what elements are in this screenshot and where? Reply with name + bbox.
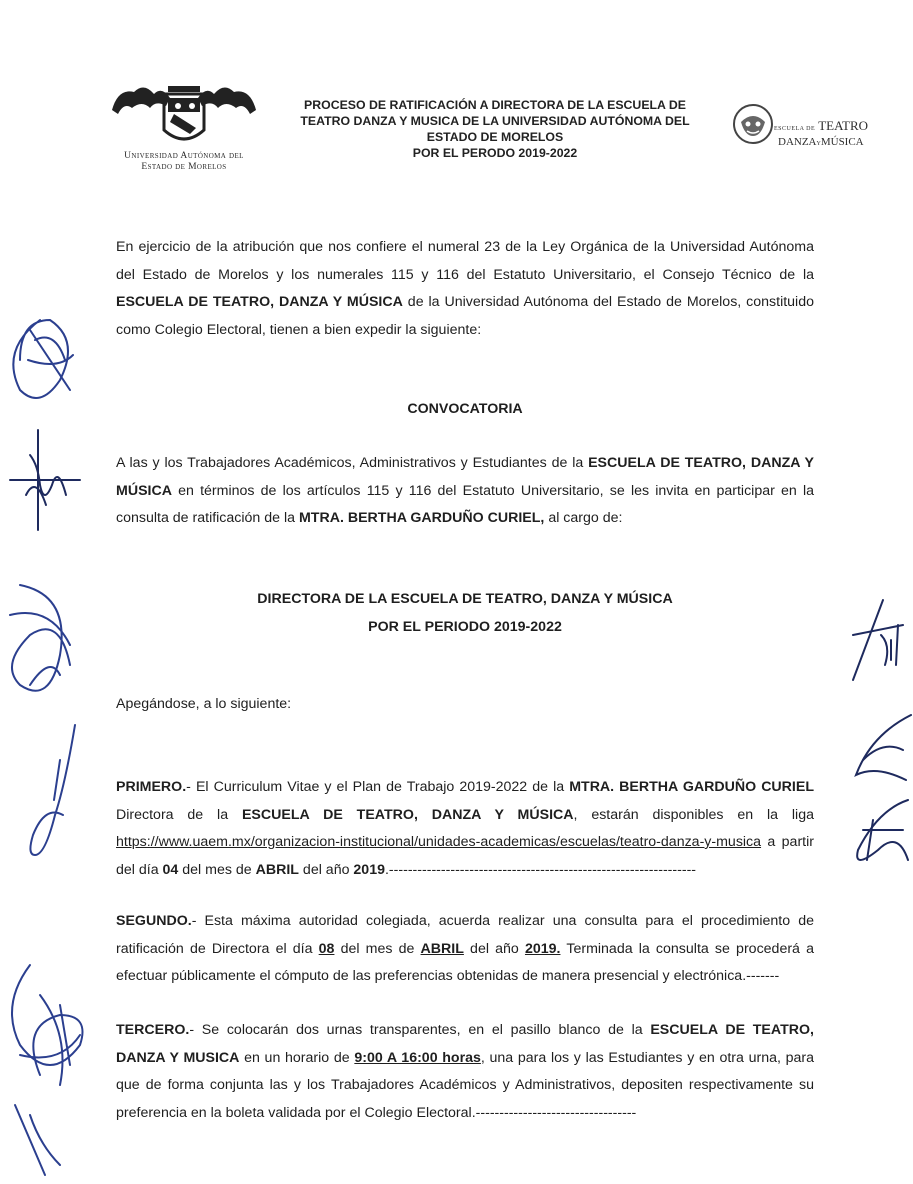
segundo-paragraph (116, 908, 814, 991)
primero-candidate-name: MTRA. BERTHA GARDUÑO CURIEL (569, 779, 814, 795)
signature-right-1 (843, 595, 913, 685)
university-name-line1: Universidad Autónoma del (124, 151, 244, 161)
intro-paragraph (116, 234, 814, 344)
segundo-year: 2019. (524, 940, 561, 957)
school-masks-logo (731, 102, 775, 146)
tercero-school-name: ESCUELA DE TEATRO, DANZA Y MUSICA (116, 1022, 814, 1066)
primero-day: 04 (162, 861, 179, 878)
tercero-text-3: , una para los y las Estudiantes y en otra urna, para que de forma conjunta las y los Trabajadores Académicos y Administrativos, depositen respectivamente su preferencia en la boleta validada por el Colegio Electoral.---------------------------------- (116, 1049, 814, 1121)
school-logo-small-text: ESCUELA DE (774, 126, 816, 132)
primero-school-name: ESCUELA DE TEATRO, DANZA Y MÚSICA (241, 806, 574, 823)
segundo-text-1: - Esta máxima autoridad colegiada, acuerda realizar una consulta para el procedimiento de ratificación de Directora el día (116, 913, 814, 957)
segundo-text-4: Terminada la consulta se procederá a efectuar públicamente el cómputo de las preferencias obtenidas de manera presencial y electrónica.------- (116, 940, 814, 984)
convocatoria-heading: CONVOCATORIA (407, 401, 523, 417)
tercero-label: TERCERO. (116, 1022, 190, 1038)
tercero-text-2: en un horario de (239, 1049, 355, 1066)
primero-year: 2019 (353, 861, 385, 878)
segundo-text-2: del mes de (334, 940, 421, 957)
signature-right-2 (843, 710, 913, 800)
school-logo-text (774, 119, 884, 150)
intro-text-2: de la Universidad Autónoma del Estado de Morelos, constituido como Colegio Electoral, tienen a bien expedir la siguiente: (116, 294, 814, 338)
primero-text-6: del año (298, 861, 354, 878)
primero-text-7: .----------------------------------------------------------------- (384, 861, 697, 878)
position-title (116, 585, 814, 641)
primero-text-1: - El Curriculum Vitae y el Plan de Trabajo 2019-2022 de la (186, 779, 570, 795)
signature-left-1 (0, 300, 100, 420)
primero-month: ABRIL (255, 861, 299, 878)
university-name (100, 151, 268, 173)
header-title-line4: POR EL PERODO 2019-2022 (412, 146, 578, 160)
position-title-line2: POR EL PERIODO 2019-2022 (368, 619, 562, 635)
school-logo-teatro: TEATRO (818, 118, 869, 133)
tercero-text-1: - Se colocarán dos urnas transparentes, en el pasillo blanco de la (189, 1022, 651, 1038)
university-name-line2: Estado de Morelos (141, 162, 227, 172)
segundo-text-3: del año (463, 940, 525, 957)
primero-text-3: , estarán disponibles en la liga (573, 806, 814, 823)
signature-left-5 (0, 955, 110, 1184)
signature-left-2 (0, 425, 90, 535)
invite-school-name: ESCUELA DE TEATRO, DANZA Y MÚSICA (116, 455, 815, 499)
intro-school-name: ESCUELA DE TEATRO, DANZA Y MÚSICA (116, 294, 403, 310)
position-title-line1: DIRECTORA DE LA ESCUELA DE TEATRO, DANZA Y MÚSICA (257, 591, 673, 607)
primero-text-2: Directora de la (116, 806, 242, 823)
curriculum-link[interactable]: https://www.uaem.mx/organizacion-institucional/unidades-academicas/escuelas/teatro-danza-y-musica (116, 834, 762, 850)
segundo-month: ABRIL (420, 940, 464, 957)
header-title (272, 97, 718, 161)
invitation-paragraph (116, 450, 814, 533)
primero-paragraph (116, 774, 814, 884)
header-title-line1: PROCESO DE RATIFICACIÓN A DIRECTORA DE LA ESCUELA DE (304, 98, 686, 112)
signature-right-3 (843, 790, 913, 880)
primero-text-4: a partir del día (116, 834, 814, 878)
uaem-coat-of-arms-logo (108, 80, 260, 150)
primero-text-5: del mes de (178, 861, 256, 878)
intro-text-1: En ejercicio de la atribución que nos confiere el numeral 23 de la Ley Orgánica de la Universidad Autónoma del Estado de Morelos y los numerales 115 y 116 del Estatuto Universitario, el Consejo Técnico de la (116, 239, 814, 283)
school-logo-y: Y (816, 141, 821, 147)
segundo-label: SEGUNDO. (116, 913, 192, 929)
invite-text-1: A las y los Trabajadores Académicos, Administrativos y Estudiantes de la (116, 455, 589, 471)
school-logo-musica: MÚSICA (820, 136, 864, 148)
apegandose-line: Apegándose, a lo siguiente: (116, 696, 292, 712)
header-title-line3: ESTADO DE MORELOS (426, 130, 564, 144)
header-title-line2: TEATRO DANZA Y MUSICA DE LA UNIVERSIDAD AUTÓNOMA DEL (300, 114, 690, 128)
school-logo-danza: DANZA (778, 136, 817, 148)
invite-text-3: al cargo de: (544, 510, 623, 526)
segundo-day: 08 (318, 940, 335, 957)
signature-left-4 (20, 720, 90, 880)
invite-text-2: en términos de los artículos 115 y 116 del Estatuto Universitario, se les invita en participar en la consulta de ratificación de la (116, 482, 814, 526)
tercero-schedule: 9:00 A 16:00 horas (354, 1049, 481, 1066)
primero-label: PRIMERO. (116, 779, 187, 795)
tercero-paragraph (116, 1017, 814, 1127)
invite-candidate-name: MTRA. BERTHA GARDUÑO CURIEL, (298, 510, 545, 526)
